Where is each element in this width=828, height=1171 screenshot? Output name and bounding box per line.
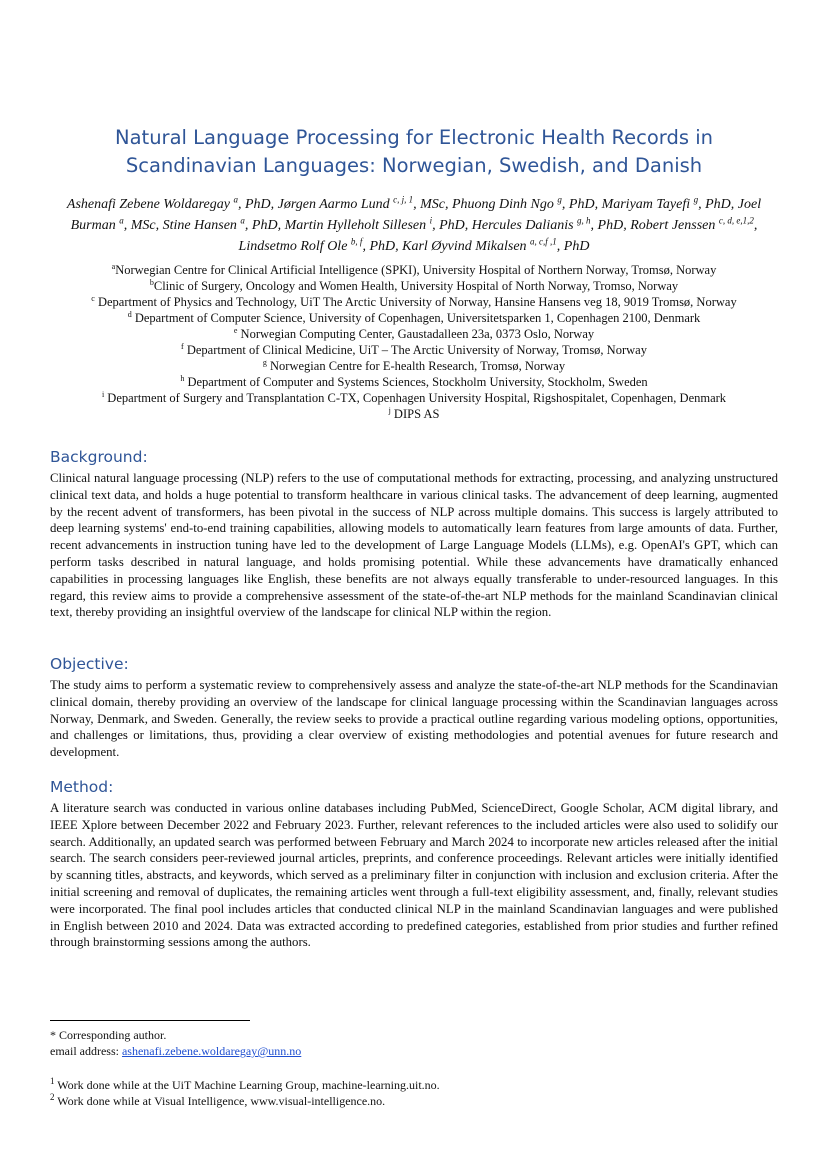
affiliation-text: Department of Surgery and Transplantation C-TX, Copenhagen University Hospital, Rigshospitalet, Copenhagen, Denmark (104, 391, 727, 405)
affiliation-item (40, 390, 788, 406)
author-name: Phuong Dinh Ngo (452, 197, 554, 212)
affiliation-item (40, 310, 788, 326)
affiliation-text: Norwegian Centre for Clinical Artificial Intelligence (SPKI), University Hospital of Northern Norway, Tromsø, Norway (115, 263, 717, 277)
author-affiliation-marker: a, c,f ,1 (530, 236, 557, 247)
background-heading: Background: (50, 448, 148, 466)
affiliation-item (40, 374, 788, 390)
author-degree: PhD (439, 218, 465, 233)
author-degree: PhD (597, 218, 624, 233)
affiliation-item (40, 278, 788, 294)
affiliation-item (40, 294, 788, 310)
author-name: Hercules Dalianis (471, 218, 574, 233)
affiliation-marker: b (149, 277, 154, 287)
author-affiliation-marker: c, j, 1 (393, 194, 414, 205)
author-degree: MSc (420, 197, 445, 212)
footnote-2-text: Work done while at Visual Intelligence, www.visual-intelligence.no. (54, 1094, 386, 1108)
footnote-1-marker: 1 (50, 1076, 55, 1086)
author: Hercules Dalianis $^{g, h}$, PhD (471, 215, 624, 233)
author-degree: PhD (705, 197, 731, 212)
affiliation-marker: i (101, 389, 105, 399)
affiliation-marker: g (262, 357, 267, 367)
affiliation-item (40, 358, 788, 374)
email-line (50, 1043, 778, 1059)
author: Stine Hansen $^a$, PhD (162, 215, 278, 233)
author-name: Martin Hylleholt Sillesen (284, 218, 427, 233)
author: Karl Øyvind Mikalsen $^{a, c,f ,1}$, PhD (402, 236, 590, 254)
footnote-2 (50, 1089, 778, 1109)
author: Lindsetmo Rolf Ole $^{b, f}$, PhD (238, 236, 396, 254)
author-degree: MSc (130, 218, 156, 233)
email-link[interactable]: ashenafi.zebene.woldaregay@unn.no (121, 1044, 302, 1058)
corresponding-author-note: * Corresponding author. (50, 1028, 167, 1042)
author-list: Ashenafi Zebene Woldaregay $^a$, PhD, Jørgen Aarmo Lund $^{c, j, 1}$, MSc, Phuong Dinh Ngo $^g$, PhD, Mariyam Tayefi $^g$, PhD, Joel Burman $^a$, MSc, Stine Hansen $^a$, PhD, Martin Hylleholt Sillesen $^i$, PhD, Hercules Dalianis $^{g, h}$, PhD, Robert Jenssen $^{c, d, e,1,2}$, Lindsetmo Rolf Ole $^{b, f}$, PhD, Karl Øyvind Mikalsen $^{a, c,f ,1}$, PhD (66, 194, 762, 254)
author-name: Jørgen Aarmo Lund (277, 197, 390, 212)
footnote-2-marker: 2 (50, 1092, 55, 1102)
affiliation-text: Department of Clinical Medicine, UiT – The Arctic University of Norway, Tromsø, Norway (183, 343, 647, 357)
author-affiliation-marker: a (119, 215, 124, 226)
method-body: A literature search was conducted in various online databases including PubMed, ScienceDirect, Google Scholar, ACM digital library, and IEEE Xplore between December 2022 and February 2023. Further, relevant references to the included articles were also used to solidify our search. Additionally, an updated search was performed between February and March 2024 to incorporate new articles released after the initial search. The search considers peer-reviewed journal articles, preprints, and conference proceedings. Relevant articles were initially identified by scanning titles, abstracts, and keywords, which served as a preliminary filter in conjunction with inclusion and exclusion criteria. After the initial screening and removal of duplicates, the remaining articles went through a full-text eligibility assessment, and, finally, relevant studies were incorporated. The final pool includes articles that conducted clinical NLP in the mainland Scandinavian languages and were published in English between 2010 and 2024. Data was extracted according to predefined categories, established from prior studies and further refined through brainstorming sessions among the authors. (50, 801, 778, 950)
email-label: email address: (50, 1044, 122, 1058)
footnote-1-text: Work done while at the UiT Machine Learning Group, machine-learning.uit.no. (54, 1078, 440, 1092)
objective-heading: Objective: (50, 655, 129, 673)
method-heading: Method: (50, 778, 114, 796)
affiliation-text: Department of Computer and Systems Sciences, Stockholm University, Stockholm, Sweden (184, 375, 648, 389)
author: Phuong Dinh Ngo $^g$, PhD (452, 194, 595, 212)
author-affiliation-marker: g (557, 194, 562, 205)
affiliation-text: Norwegian Computing Center, Gaustadalleen 23a, 0373 Oslo, Norway (237, 327, 595, 341)
author-affiliation-marker: b, f (350, 236, 363, 247)
author-name: Ashenafi Zebene Woldaregay (66, 197, 230, 212)
affiliation-marker: j (388, 405, 391, 415)
affiliation-list (40, 262, 788, 422)
author-name: Lindsetmo Rolf Ole (238, 239, 348, 254)
author: Joel Burman $^a$, MSc (70, 197, 762, 233)
author-affiliation-marker: i (429, 215, 433, 226)
affiliation-text: Clinic of Surgery, Oncology and Women Health, University Hospital of North Norway, Tromso, Norway (153, 279, 679, 293)
author: Martin Hylleholt Sillesen $^i$, PhD (284, 215, 465, 233)
affiliation-marker: h (180, 373, 185, 383)
affiliation-marker: a (111, 261, 116, 271)
affiliation-item (40, 262, 788, 278)
affiliation-marker: c (91, 293, 95, 303)
affiliation-item (40, 326, 788, 342)
author-name: Joel Burman (70, 197, 762, 233)
affiliation-text: DIPS AS (390, 407, 440, 421)
author-degree: PhD (563, 239, 590, 254)
affiliation-text: Norwegian Centre for E-health Research, Tromsø, Norway (266, 359, 566, 373)
paper-title: Natural Language Processing for Electronic Health Records in Scandinavian Languages: Norwegian, Swedish, and Danish (115, 126, 713, 177)
author: Mariyam Tayefi $^g$, PhD (601, 194, 731, 212)
objective-body: The study aims to perform a systematic review to comprehensively assess and analyze the state-of-the-art NLP methods for the Scandinavian clinical domain, thereby providing an overview of the landscape for clinical language processing within the Scandinavian languages across Norway, Denmark, and Sweden. Generally, the review seeks to provide a practical outline regarding various modeling options, opportunities, and challenges or limitations, thus, providing a clear overview of existing methodologies and potential avenues for future research and development. (50, 678, 778, 760)
affiliation-marker: e (233, 325, 238, 335)
affiliation-item (40, 342, 788, 358)
author-affiliation-marker: g (693, 194, 699, 205)
author-name: Mariyam Tayefi (601, 197, 691, 212)
author-degree: PhD (251, 218, 278, 233)
author-degree: PhD (369, 239, 396, 254)
affiliation-marker: d (127, 309, 132, 319)
author-name: Karl Øyvind Mikalsen (402, 239, 527, 254)
author: Ashenafi Zebene Woldaregay $^a$, PhD (66, 194, 271, 212)
author-affiliation-marker: a (233, 194, 238, 205)
author-name: Stine Hansen (162, 218, 237, 233)
affiliation-item (40, 406, 788, 422)
author-degree: PhD (568, 197, 595, 212)
footnote-divider (50, 1020, 250, 1021)
affiliation-text: Department of Computer Science, University of Copenhagen, Universitetsparken 1, Copenhagen 2100, Denmark (131, 311, 701, 325)
author-affiliation-marker: g, h (577, 215, 591, 226)
author (630, 215, 754, 233)
author: Jørgen Aarmo Lund $^{c, j, 1}$, MSc (277, 194, 445, 212)
author-affiliation-marker: a (240, 215, 245, 226)
author-degree: PhD (244, 197, 271, 212)
author-affiliation-marker: c, d, e,1,2 (718, 215, 754, 226)
background-body: Clinical natural language processing (NLP) refers to the use of computational methods for extracting, processing, and analyzing unstructured clinical text data, and holds a huge potential to transform healthcare in various clinical tasks. The advancement of deep learning, augmented by the recent advent of transformers, has been pivotal in the success of NLP across multiple domains. This success is largely attributed to deep learning systems' end-to-end training capabilities, allowing models to automatically learn features from large amounts of data. Further, recent advancements in instruction tuning have led to the development of Large Language Models (LLMs), e.g. OpenAI's GPT, which can perform tasks described in natural language, and holds promising potential. While these advancements have dramatically enhanced capabilities in processing languages like English, these benefits are not always equally transferable to under-resourced languages. In this regard, this review aims to provide a comprehensive assessment of the state-of-the-art NLP methods for the mainland Scandinavian clinical text, thereby providing an insightful overview of the landscape for clinical NLP within the region. (50, 471, 778, 620)
author-name: Robert Jenssen (630, 218, 716, 233)
affiliation-marker: f (181, 341, 184, 351)
affiliation-text: Department of Physics and Technology, UiT The Arctic University of Norway, Hansine Hansens veg 18, 9019 Tromsø, Norway (94, 295, 737, 309)
